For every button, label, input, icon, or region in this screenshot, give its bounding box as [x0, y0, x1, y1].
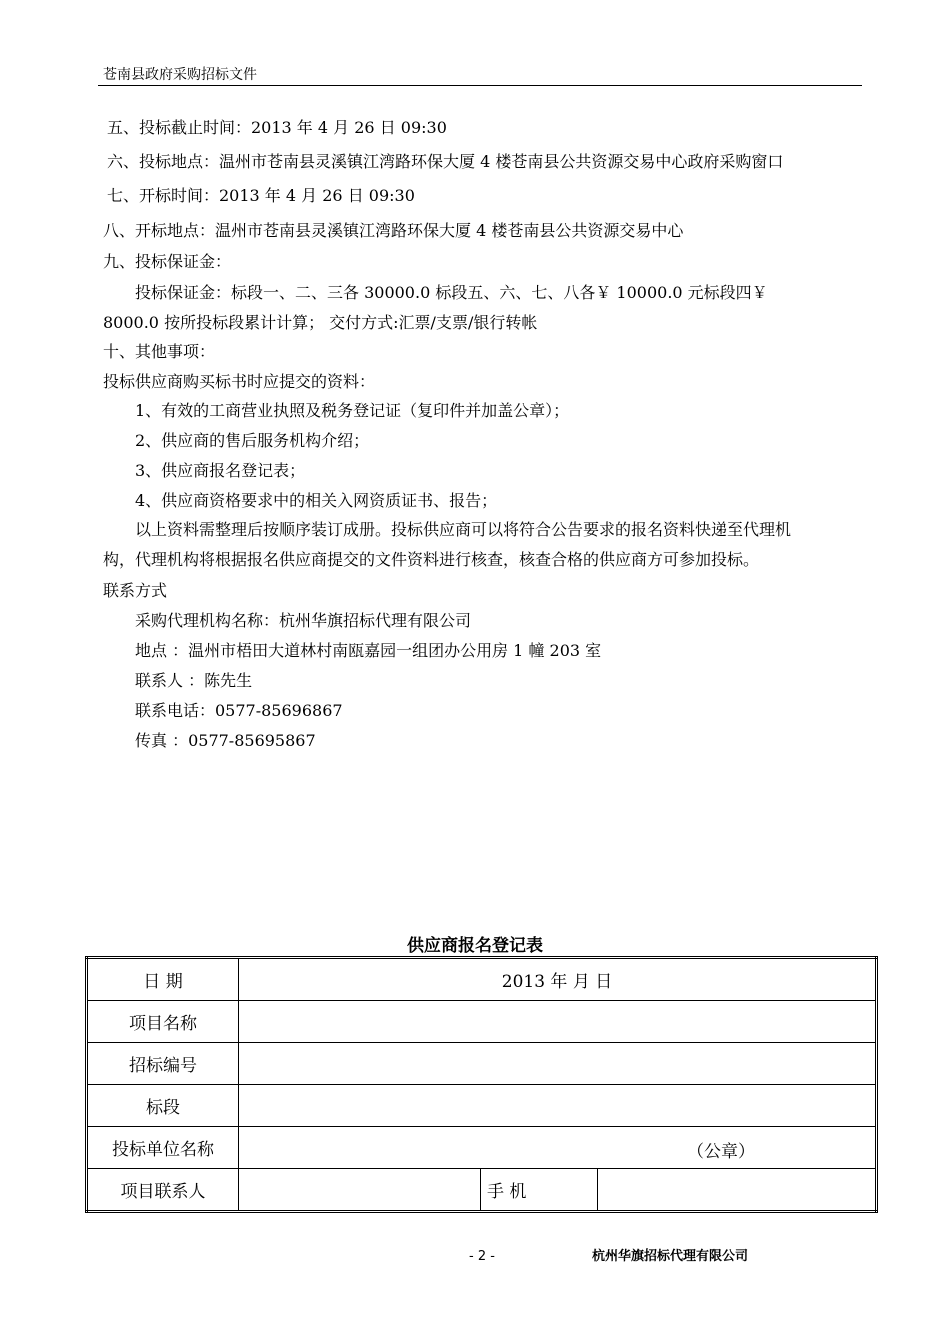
- materials-note-line-2: 构，代理机构将根据报名供应商提交的文件资料进行核查，核查合格的供应商方可参加投标。: [103, 550, 760, 569]
- bid-deadline-line: 五、投标截止时间：2013 年 4 月 26 日 09:30: [107, 118, 447, 137]
- table-row: [87, 958, 877, 1001]
- project-name-field[interactable]: [239, 1001, 877, 1043]
- address-line: 地点 ：温州市梧田大道林村南瓯嘉园一组团办公用房 1 幢 203 室: [135, 641, 602, 660]
- table-row: [87, 1085, 877, 1127]
- bid-bond-heading: 九、投标保证金：: [103, 252, 232, 271]
- page-number: - 2 -: [469, 1249, 495, 1264]
- opening-time-line: 七、开标时间：2013 年 4 月 26 日 09:30: [107, 186, 415, 205]
- fax-line: 传真 ：0577-85695867: [135, 731, 316, 750]
- contact-person-line: 联系人 ：陈先生: [135, 671, 253, 690]
- date-label: 日 期: [87, 958, 239, 1001]
- opening-location-line: 八、开标地点：温州市苍南县灵溪镇江湾路环保大厦 4 楼苍南县公共资源交易中心: [103, 221, 684, 240]
- bid-bond-detail-line-2: 8000.0 按所投标段累计计算； 交付方式:汇票/支票/银行转帐: [103, 313, 538, 332]
- agency-name-line: 采购代理机构名称：杭州华旗招标代理有限公司: [135, 611, 472, 630]
- table-row: [87, 1001, 877, 1043]
- registration-form-table: [85, 956, 878, 1213]
- project-contact-label: 项目联系人: [87, 1169, 239, 1212]
- section-label: 标段: [87, 1085, 239, 1127]
- table-row: [87, 1127, 877, 1169]
- tender-number-field[interactable]: [239, 1043, 877, 1085]
- table-row: [87, 1043, 877, 1085]
- table-row: [87, 1169, 877, 1212]
- material-item-4: 4、供应商资格要求中的相关入网资质证书、报告；: [135, 491, 498, 510]
- mobile-field[interactable]: [598, 1169, 877, 1212]
- mobile-label: 手 机: [481, 1169, 598, 1212]
- document-header-title: 苍南县政府采购招标文件: [103, 67, 257, 83]
- project-contact-field[interactable]: [239, 1169, 481, 1212]
- seal-note: （公章）: [687, 1142, 755, 1162]
- header-rule: [98, 85, 862, 86]
- material-item-1: 1、有效的工商营业执照及税务登记证（复印件并加盖公章）；: [135, 401, 570, 420]
- date-value[interactable]: 2013 年 月 日: [239, 958, 877, 1001]
- material-item-2: 2、供应商的售后服务机构介绍；: [135, 431, 370, 450]
- footer-company-name: 杭州华旗招标代理有限公司: [592, 1249, 749, 1264]
- project-name-label: 项目名称: [87, 1001, 239, 1043]
- materials-note-line-1: 以上资料需整理后按顺序装订成册。投标供应商可以将符合公告要求的报名资料快递至代理机: [135, 520, 792, 539]
- contact-heading: 联系方式: [103, 581, 168, 600]
- contact-phone-line: 联系电话：0577-85696867: [135, 701, 343, 720]
- material-item-3: 3、供应商报名登记表；: [135, 461, 306, 480]
- bid-location-line: 六、投标地点：温州市苍南县灵溪镇江湾路环保大厦 4 楼苍南县公共资源交易中心政府采购窗口: [107, 152, 784, 171]
- bidder-name-label: 投标单位名称: [87, 1127, 239, 1169]
- other-matters-heading: 十、其他事项：: [103, 342, 216, 361]
- section-field[interactable]: [239, 1085, 877, 1127]
- materials-intro-line: 投标供应商购买标书时应提交的资料：: [103, 372, 376, 391]
- bid-bond-detail-line: 投标保证金：标段一、二、三各 30000.0 标段五、六、七、八各￥ 10000.0 元标段四￥: [135, 283, 768, 302]
- registration-form-title: 供应商报名登记表: [407, 936, 543, 956]
- bidder-name-field[interactable]: [239, 1127, 877, 1169]
- tender-number-label: 招标编号: [87, 1043, 239, 1085]
